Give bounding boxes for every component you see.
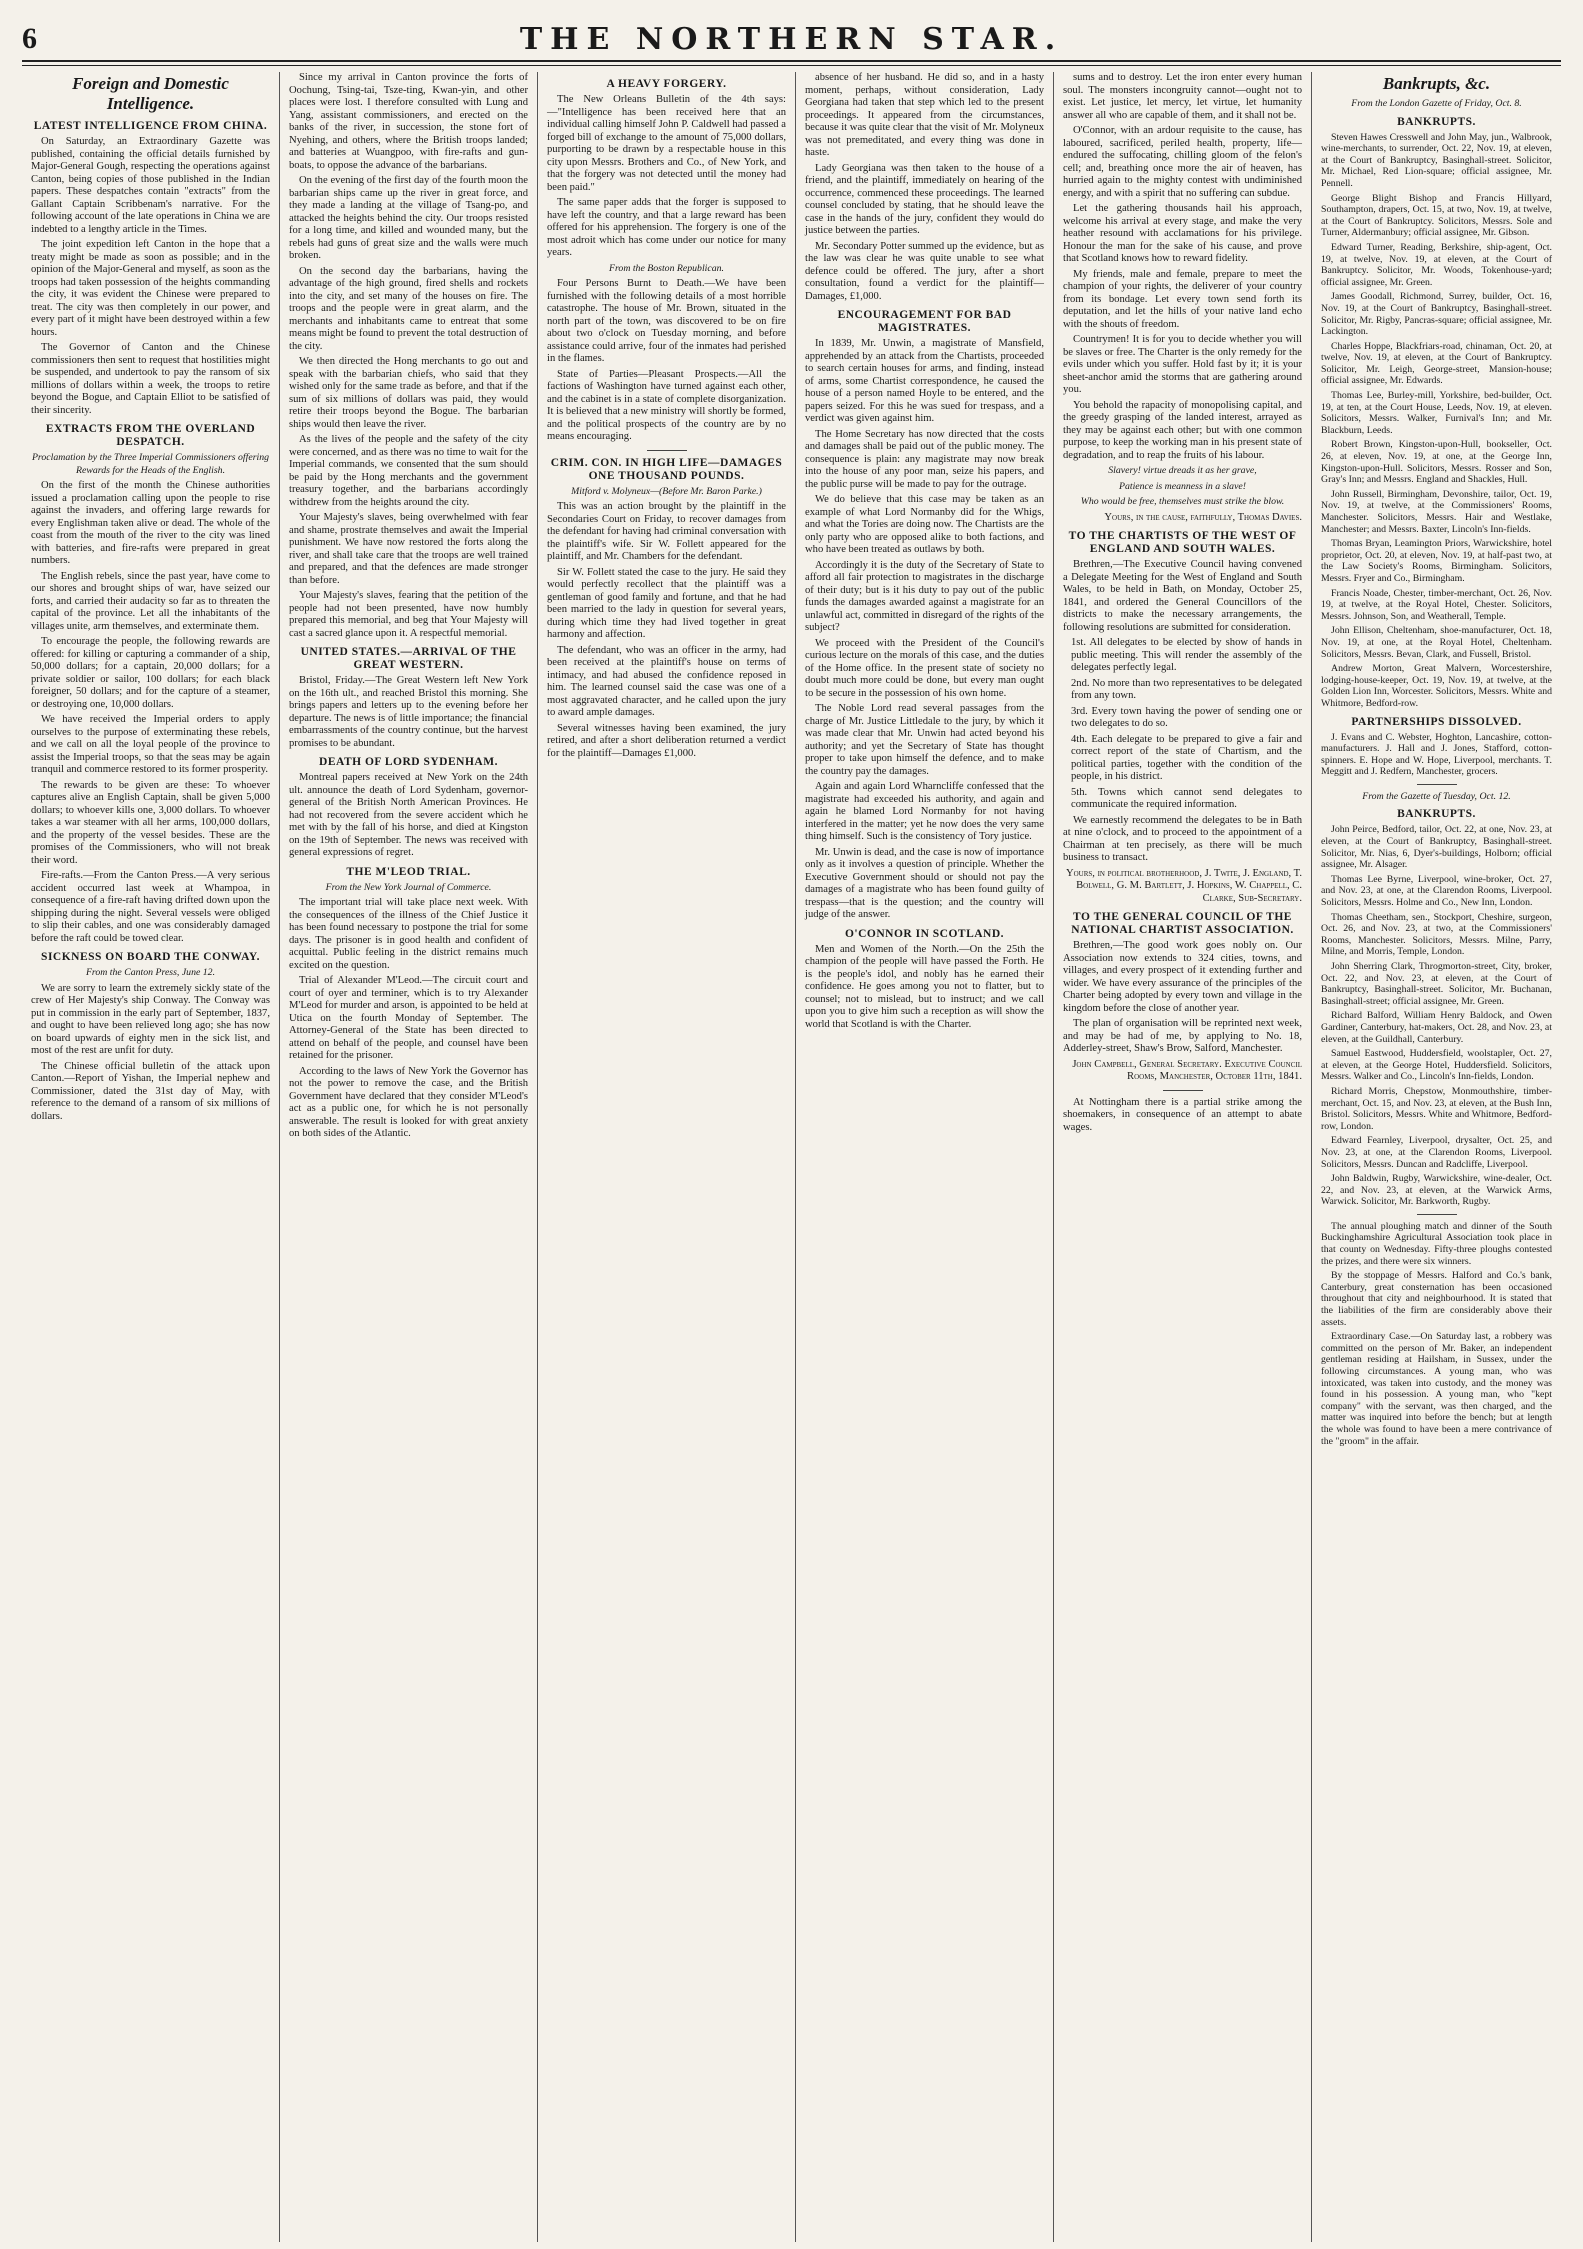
paragraph: The same paper adds that the forger is supposed to have left the country, and that a large reward has been offered for his apprehension. The forgery is one of the most adroit which has come under our notice for many years. xyxy=(547,197,786,258)
paragraph: Mr. Secondary Potter summed up the evidence, but as the law was clear he was quite unable to see what defence could be offered. The jury, after a short consultation, found a verdict for the plaintiff—Damages, £1,000. xyxy=(805,240,1044,302)
paragraph: This was an action brought by the plaintiff in the Secondaries Court on Friday, to recover damages from the defendant for having had criminal conversation with the plaintiff's wife. Sir W. Follett appeared for the plaintiff, and Mr. Chambers for the defendant. xyxy=(547,501,786,562)
newspaper-title: THE NORTHERN STAR. xyxy=(519,22,1064,57)
bankrupt-entry: Francis Noade, Chester, timber-merchant, Oct. 26, Nov. 19, at twelve, at the Royal Hotel, Chester. Solicitors, Messrs. Johnson, Son, and Weatherall, Temple. xyxy=(1321,587,1552,622)
bankrupt-entry: Thomas Bryan, Leamington Priors, Warwickshire, hotel proprietor, Oct. 20, at eleven, Nov. 19, at half-past two, at the Law Society's Rooms, Birmingham. Solicitors, Messrs. Fryer and Co., Birmingham. xyxy=(1321,538,1552,584)
section-title: Foreign and Domestic Intelligence. xyxy=(72,74,229,113)
bankrupt-entry: John Ellison, Cheltenham, shoe-manufacturer, Oct. 18, Nov. 19, at one, at the Royal Hotel, Cheltenham. Solicitors, Messrs. Bevan, Clark, and Fussell, Bristol. xyxy=(1321,625,1552,660)
article-headline: O'CONNOR IN SCOTLAND. xyxy=(844,927,1005,940)
paragraph: The Governor of Canton and the Chinese commissioners then sent to request that hostilities might be suspended, and undertook to pay the ransom of six millions of dollars within a week, the troops to retire beyond the Bogue, and Captain Elliot to be satisfied of their sincerity. xyxy=(31,342,270,416)
verse-line: Patience is meanness in a slave! xyxy=(1118,480,1247,492)
paragraph: Lady Georgiana was then taken to the house of a friend, and the plaintiff, immediately on hearing of the occurrence, commenced these proceedings. The learned counsel concluded by stating, that he should leave the case in the hands of the jury, confident they would do justice between the parties. xyxy=(805,162,1044,236)
partnership-entry: J. Evans and C. Webster, Hoghton, Lancashire, cotton-manufacturers. J. Hall and J. Jones, Stafford, cotton-spinners. E. Hope and W. Hope, Liverpool, merchants. T. Meggitt and J. Redfern, Manchester, grocers. xyxy=(1321,731,1552,778)
column-4 xyxy=(796,72,1054,2242)
paragraph: Again and again Lord Wharncliffe confessed that the magistrate had exceeded his authority, and again and again he blamed Lord Normanby for not having interfered in the matter; yet he now does the very same thing himself. Such is the consistency of Tory justice. xyxy=(805,781,1044,842)
columns xyxy=(22,72,1561,2242)
list-item: 3rd. Every town having the power of sending one or two delegates to do so. xyxy=(1071,705,1302,729)
bankrupt-entry: John Peirce, Bedford, tailor, Oct. 22, at one, Nov. 23, at eleven, at the Court of Bankruptcy, Basinghall-street. Solicitor, Mr. Nias, 6, Dyer's-buildings, Holborn; official assignee, Mr. Alsager. xyxy=(1321,824,1552,871)
column-1 xyxy=(22,72,280,2242)
article-headline: TO THE CHARTISTS OF THE WEST OF ENGLAND AND SOUTH WALES. xyxy=(1068,530,1297,555)
paragraph: Brethren,—The good work goes nobly on. Our Association now extends to 324 cities, towns, and villages, and every prospect of it extending further and wider. We have every assurance of the principles of the Charter being adopted by every town and village in the kingdom before the close of another year. xyxy=(1063,940,1302,1014)
bankrupt-entry: George Blight Bishop and Francis Hillyard, Southampton, drapers, Oct. 15, at two, Nov. 19, at twelve, at the Court of Bankruptcy. Solicitors, Messrs. Sole and Turner, Aldermanbury; official assignee, Mr. Gibson. xyxy=(1321,192,1552,239)
article-subhead: From the New York Journal of Commerce. xyxy=(325,881,492,893)
bankrupt-entry: Steven Hawes Cresswell and John May, jun., Walbrook, wine-merchants, to surrender, Oct. 22, Nov. 19, at eleven, at the Court of Bankruptcy, Basinghall-street. Solicitor, Mr. Michael, Red Lion-square; official assignee, Mr. Pennell. xyxy=(1321,131,1552,189)
paragraph: We then directed the Hong merchants to go out and speak with the barbarian chiefs, who said that they wished only for the same trade as before, and that if the sum of six millions of dollars was paid, they would retire their troops beyond the Bogue. The barbarian ships would then leave the river. xyxy=(289,356,528,430)
paragraph: To encourage the people, the following rewards are offered: for killing or capturing a commander of a ship, 50,000 dollars; for a captain, 20,000 dollars; for a private soldier or sailor, 100 dollars; for each black foreigner, 50 dollars; and for the capture of a steamer, or destroying one, 10,000 dollars. xyxy=(31,636,270,710)
article-headline: A HEAVY FORGERY. xyxy=(606,78,727,90)
list-headline: PARTNERSHIPS DISSOLVED. xyxy=(1351,715,1522,728)
signature: John Campbell, General Secretary. Executive Council Rooms, Manchester, October 11th, 1841. xyxy=(1072,1058,1302,1082)
divider xyxy=(1417,784,1457,785)
divider xyxy=(1417,1214,1457,1215)
article-headline: SICKNESS ON BOARD THE CONWAY. xyxy=(41,951,260,963)
article-subhead: Proclamation by the Three Imperial Commissioners offering Rewards for the Heads of the English. xyxy=(31,452,270,476)
list-item: 4th. Each delegate to be prepared to give a fair and correct report of the state of Chartism, and the political parties, together with the condition of the people, in his district. xyxy=(1071,733,1302,782)
paragraph: We are sorry to learn the extremely sickly state of the crew of Her Majesty's ship Conway. The Conway was put in commission in the early part of September, 1837, and ought to have been relieved long ago; she has now on board upwards of eighty men in the sick list, and most of the rest are unfit for duty. xyxy=(31,982,270,1056)
paragraph: Several witnesses having been examined, the jury retired, and after a short deliberation returned a verdict for the plaintiff—Damages £1,000. xyxy=(547,722,786,759)
article-subhead: From the Canton Press, June 12. xyxy=(85,967,216,978)
bankrupt-entry: Richard Balford, William Henry Baldock, and Owen Gardiner, Canterbury, hat-makers, Oct. 28, and Nov. 23, at eleven, at the Guildhall, Canterbury. xyxy=(1321,1010,1552,1045)
article-headline: CRIM. CON. IN HIGH LIFE—DAMAGES ONE THOUSAND POUNDS. xyxy=(550,456,783,482)
signature: Yours, in the cause, faithfully, Thomas Davies. xyxy=(1104,511,1302,523)
paragraph: On the second day the barbarians, having the advantage of the high ground, fired shells and rockets into the city, and set many of the houses on fire. The troops and the people were in great alarm, and the merchants and inhabitants came to entreat that some means might be found to prevent the total destruction of the city. xyxy=(289,265,528,352)
paragraph: You behold the rapacity of monopolising capital, and the greedy grasping of the landed interest, arrayed as they may be against each other; but with one common purpose, to keep the working man in his present state of degradation, and to reap the fruits of his labour. xyxy=(1063,399,1302,461)
article-headline: ENCOURAGEMENT FOR BAD MAGISTRATES. xyxy=(837,309,1012,334)
article-headline: LATEST INTELLIGENCE FROM CHINA. xyxy=(33,120,268,132)
paragraph: The New Orleans Bulletin of the 4th says:—"Intelligence has been received here that an individual calling himself John P. Caldwell had passed a forged bill of exchange to the amount of 75,000 dollars, purporting to be drawn by a respectable house in this city upon Messrs. Brothers and Co., of New York, and that the forgery was not detected until the money had been paid." xyxy=(547,94,786,193)
paragraph: On the first of the month the Chinese authorities issued a proclamation calling upon the people to rise against the invaders, and offering large rewards for every Englishman taken alive or dead. The whole of the coast from the mouth of the river to the city was lined with batteries, and fire-rafts were prepared in great numbers. xyxy=(31,480,270,566)
list-item: 2nd. No more than two representatives to be delegated from any town. xyxy=(1071,677,1302,701)
bankrupt-entry: John Sherring Clark, Throgmorton-street, City, broker, Oct. 22, and Nov. 23, at eleven, at the Court of Bankruptcy, Basinghall-street. Solicitor, Mr. Buchanan, Basinghall-street; official assignee, Mr. Green. xyxy=(1321,961,1552,1007)
bankrupt-entry: Thomas Lee, Burley-mill, Yorkshire, bed-builder, Oct. 19, at ten, at the Court House, Leeds, Nov. 19, at eleven. Solicitors, Messrs. Walker, Furnival's Inn; and Mr. Blackburn, Leeds. xyxy=(1321,390,1552,436)
bankrupt-entry: John Baldwin, Rugby, Warwickshire, wine-dealer, Oct. 22, and Nov. 23, at eleven, at the Warwick Arms, Warwick. Solicitor, Mr. Barkworth, Rugby. xyxy=(1321,1173,1552,1208)
paragraph: Fire-rafts.—From the Canton Press.—A very serious accident occurred last week at Whampoa, in consequence of a fire-raft having drifted down upon the shipping during the night. Several vessels were obliged to slip their cables, and one was considerably damaged before the raft could be towed clear. xyxy=(31,870,270,944)
paragraph: Accordingly it is the duty of the Secretary of State to afford all fair protection to magistrates in the discharge of their duty; but is it his duty to pay out of the public funds the damages awarded against a magistrate for an unlawful act, committed in disregard of the rights of the subject? xyxy=(805,559,1044,633)
paragraph: Montreal papers received at New York on the 24th ult. announce the death of Lord Sydenham, governor-general of the British North American Provinces. He had not recovered from the severe accident which he met with by the fall of his horse, and died at Kingston on the 19th of September. The news was received with general expressions of regret. xyxy=(289,772,528,858)
paragraph: The English rebels, since the past year, have come to our shores and brought ships of war, have seized our forts, and carried their audacity so far as to threaten the capital of the province. Let all the inhabitants of the villages unite, arm themselves, and exterminate them. xyxy=(31,570,270,632)
paragraph: The Home Secretary has now directed that the costs and damages shall be paid out of the public money. The consequence is plain: any magistrate may now break into the house of any poor man, seize his papers, and the public purse will be made to pay for the outrage. xyxy=(805,428,1044,490)
verse-line: Slavery! virtue dreads it as her grave, xyxy=(1108,465,1257,476)
paragraph: On the evening of the first day of the fourth moon the barbarian ships came up the river in great force, and they made a landing at the village of Tsang-po, and attacked the heights behind the city. Our troops resisted for a long time, and killed and wounded many, but the rebels had guns of great size and the walls were much broken. xyxy=(289,175,528,261)
bankrupt-entry: Thomas Lee Byrne, Liverpool, wine-broker, Oct. 27, and Nov. 23, at one, at the Clarendon Rooms, Liverpool. Solicitors, Messrs. Holme and Co., New Inn, London. xyxy=(1321,873,1552,909)
article-headline: DEATH OF LORD SYDENHAM. xyxy=(319,756,498,768)
article-headline: UNITED STATES.—ARRIVAL OF THE GREAT WESTERN. xyxy=(300,646,517,671)
resolution-list xyxy=(1063,637,1302,812)
paragraph: Men and Women of the North.—On the 25th the champion of the people will have passed the Forth. He is the people's idol, and nobly has he earned their confidence. He goes among you not to flatter, but to counsel; not to mislead, but to instruct; and we call upon you to give him such a reception as will show the world that Scotland is with the Charter. xyxy=(805,943,1044,1030)
list-item: 5th. Towns which cannot send delegates to communicate the required information. xyxy=(1071,786,1302,810)
paragraph: By the stoppage of Messrs. Halford and Co.'s bank, Canterbury, great consternation has been occasioned throughout that city and neighbourhood. It is stated that the liabilities of the firm are considerably above their assets. xyxy=(1321,1270,1552,1328)
paragraph: Countrymen! It is for you to decide whether you will be slaves or free. The Charter is the only remedy for the evils under which you suffer. Hold fast by it; it is your sheet-anchor amid the storms that are gathering around you. xyxy=(1063,334,1302,395)
signature: Yours, in political brotherhood, J. Twite, J. England, T. Bolwell, G. M. Bartlett, J. Hopkins, W. Chappell, C. Clarke, Sub-Secretary. xyxy=(1065,867,1302,904)
bankrupt-entry: Charles Hoppe, Blackfriars-road, chinaman, Oct. 20, at twelve, Nov. 19, at eleven, at the Court of Bankruptcy. Solicitor, Mr. Leigh, George-street, Mansion-house; official assignee, Mr. Edwards. xyxy=(1321,340,1552,387)
bankrupt-entry: Edward Fearnley, Liverpool, drysalter, Oct. 25, and Nov. 23, at one, at the Clarendon Rooms, Liverpool. Solicitors, Messrs. Duncan and Radcliffe, Liverpool. xyxy=(1321,1135,1552,1170)
paragraph: We proceed with the President of the Council's curious lecture on the morals of this case, and the duties of the Home office. In the present state of society no doubt much more could be done, but every man ought to be secure in the possession of his own home. xyxy=(805,637,1044,699)
paragraph: Mr. Unwin is dead, and the case is now of importance only as it involves a question of principle. Whether the Executive Government should or should not pay the damages of a magistrate who has been found guilty of trespass—that is the question; and the country will judge of the answer. xyxy=(805,846,1044,920)
bankrupt-entry: John Russell, Birmingham, Devonshire, tailor, Oct. 19, Nov. 19, at twelve, at the Commissioners' Rooms, Manchester. Solicitors, Messrs. Hair and Westlake, Manchester; and Messrs. Baxter, Lincoln's Inn-fields. xyxy=(1321,488,1552,535)
paragraph: Brethren,—The Executive Council having convened a Delegate Meeting for the West of England and South Wales, to be held in Bath, on Monday, October 25, 1841, and ordered the General Councillors of the districts to make the necessary arrangements, the following resolutions are submitted for consideration. xyxy=(1063,559,1302,633)
paragraph: The plan of organisation will be reprinted next week, and may be had of me, by applying to No. 18, Adderley-street, Shaw's Brow, Salford, Manchester. xyxy=(1063,1018,1302,1054)
column-6 xyxy=(1312,72,1561,2242)
article-headline: EXTRACTS FROM THE OVERLAND DESPATCH. xyxy=(45,423,256,448)
article-headline: TO THE GENERAL COUNCIL OF THE NATIONAL CHARTIST ASSOCIATION. xyxy=(1071,911,1294,936)
bankrupt-entry: Thomas Cheetham, sen., Stockport, Cheshire, surgeon, Oct. 26, and Nov. 23, at two, at the Commissioners' Rooms, Manchester. Solicitors, Messrs. Milne, Parry, Milne, and Morris, Temple, London. xyxy=(1321,911,1552,958)
paragraph: State of Parties—Pleasant Prospects.—All the factions of Washington have turned against each other, and the cabinet is in a state of complete disorganization. It is believed that a new ministry will shortly be formed, and the political prospects of the country are by no means encouraging. xyxy=(547,368,786,442)
section-title: Bankrupts, &c. xyxy=(1382,74,1491,93)
paragraph: sums and to destroy. Let the iron enter every human soul. The monsters incongruity cannot—ought not to exist. Let justice, let mercy, let virtue, let humanity answer all who are capable of them, and it shall not be. xyxy=(1063,72,1302,121)
paragraph: At Nottingham there is a partial strike among the shoemakers, in consequence of an attempt to abate wages. xyxy=(1063,1096,1302,1133)
list-headline: BANKRUPTS. xyxy=(1397,808,1476,821)
divider xyxy=(1163,1090,1203,1091)
paragraph: As the lives of the people and the safety of the city were concerned, and as there was no time to wait for the Imperial commands, we consented that the sum should be paid by the Hong merchants and the government treasury together, and the barbarians accordingly withdrew from the heights around the city. xyxy=(289,434,528,508)
paragraph: The Chinese official bulletin of the attack upon Canton.—Report of Yishan, the Imperial nephew and Commissioner, dated the 31st day of May, with reference to the demand of a ransom of six millions of dollars. xyxy=(31,1060,270,1122)
article-subhead: From the Boston Republican. xyxy=(608,262,724,274)
paragraph: The Noble Lord read several passages from the charge of Mr. Justice Littledale to the jury, by which it was made clear that Mr. Unwin had acted beyond his authority; and yet the Secretary of State has thought proper to take upon himself the defence, and to make the country pay the damages. xyxy=(805,703,1044,777)
paragraph: Four Persons Burnt to Death.—We have been furnished with the following details of a most horrible catastrophe. The house of Mr. Brown, situated in the north part of the town, was discovered to be on fire about two o'clock on Tuesday morning, and before assistance could arrive, four of the inmates had perished in the flames. xyxy=(547,278,786,364)
paragraph: Sir W. Follett stated the case to the jury. He said they would perfectly recollect that the plaintiff was a gentleman of good family and fortune, and that he had been married to the lady in question for several years, during which time they had lived together in great harmony and affection. xyxy=(547,566,786,640)
masthead xyxy=(22,14,1561,62)
paragraph: We do believe that this case may be taken as an example of what Lord Normanby did for the Whigs, and what the Tories are doing now. The Chartists are the only party who are opposed alike to both factions, and who have been treated as outlaws by both. xyxy=(805,494,1044,555)
paragraph: The defendant, who was an officer in the army, had been received at the plaintiff's house on terms of intimacy, and had abused the confidence reposed in him. The learned counsel said the case was one of a most aggravated character, and he called upon the jury to award ample damages. xyxy=(547,644,786,718)
paragraph: My friends, male and female, prepare to meet the champion of your rights, the deliverer of your country from its bondage. Let every town send forth its deputation, and let the hills of your native land echo with the shouts of freedom. xyxy=(1063,268,1302,330)
page-number: 6 xyxy=(22,22,37,55)
article-headline: THE M'LEOD TRIAL. xyxy=(346,865,471,878)
column-3 xyxy=(538,72,796,2242)
bankrupt-entry: James Goodall, Richmond, Surrey, builder, Oct. 16, Nov. 19, at the Court of Bankruptcy, Basinghall-street. Solicitor, Mr. Rigby, Pancras-square; official assignee, Mr. Lackington. xyxy=(1321,291,1552,338)
paragraph: absence of her husband. He did so, and in a hasty moment, perhaps, without consideration, Lady Georgiana had taken that step which led to the present proceedings. It appeared from the circumstances, because it was quite clear that the visit of Mr. Molyneux was not premeditated, and every thing was done in haste. xyxy=(805,72,1044,158)
gazette-source: From the Gazette of Tuesday, Oct. 12. xyxy=(1362,790,1511,802)
bankrupt-entry: Samuel Eastwood, Huddersfield, woolstapler, Oct. 27, at eleven, at the George Hotel, Huddersfield. Solicitors, Messrs. Walker and Co., Lincoln's Inn-fields, London. xyxy=(1321,1048,1552,1083)
paragraph: O'Connor, with an ardour requisite to the cause, has laboured, sacrificed, periled health, property, life—endured the suffocating, chilling gloom of the felon's cell; and, breathing once more the air of heaven, has hurried again to the mighty contest with undiminished energy, and with a spirit that no suffering can subdue. xyxy=(1063,125,1302,199)
paragraph: According to the laws of New York the Governor has not the power to remove the case, and the British Government have declared that they consider M'Leod's act as a public one, for which he is not personally answerable. The result is looked for with great anxiety on both sides of the Atlantic. xyxy=(289,1065,528,1139)
paragraph: The important trial will take place next week. With the consequences of the illness of the Chief Justice it has been found necessary to postpone the trial for some days. The prisoner is in good health and confident of acquittal. Public feeling in the district remains much excited on the question. xyxy=(289,897,528,971)
list-headline: BANKRUPTS. xyxy=(1397,115,1476,128)
bankrupt-entry: Edward Turner, Reading, Berkshire, ship-agent, Oct. 19, at twelve, Nov. 19, at eleven, at the Court of Bankruptcy. Solicitor, Mr. Woods, Tokenhouse-yard; official assignee, Mr. Green. xyxy=(1321,241,1552,288)
paragraph: Your Majesty's slaves, being overwhelmed with fear and shame, prostrate themselves and await the Imperial punishment. We have now restored the forts along the river, and shall take care that the troops are well trained and prepared, and that the defences are made stronger than before. xyxy=(289,512,528,586)
paragraph: In 1839, Mr. Unwin, a magistrate of Mansfield, apprehended by an attack from the Chartists, proceeded to search certain houses for arms, and finding, instead of arms, some Chartist correspondence, he caused the house of a person named Hoyle to be entered, and the papers seized. For this he was sued for trespass, and a verdict was given against him. xyxy=(805,338,1044,424)
paragraph: The rewards to be given are these: To whoever captures alive an English Captain, shall be given 5,000 dollars; to whoever kills one, 3,000 dollars. To whoever takes a war steamer with all her arms, 100,000 dollars, and the property of the vessel besides. These are the promises of the Commissioners, who will not break their word. xyxy=(31,779,270,866)
column-2 xyxy=(280,72,538,2242)
paragraph: We have received the Imperial orders to apply ourselves to the purpose of exterminating these rebels, and we call on all the loyal people of the province to assist the Imperial troops, so that the seas may be again tranquil and commerce restored to its former prosperity. xyxy=(31,714,270,775)
article-subhead: Mitford v. Molyneux—(Before Mr. Baron Parke.) xyxy=(571,485,762,497)
bankrupt-entry: Robert Brown, Kingston-upon-Hull, bookseller, Oct. 26, at eleven, Nov. 19, at one, at the George Inn, Kingston-upon-Hull. Solicitors, Messrs. Rosser and Son, Gray's Inn; and Messrs. England and Shackles, Hull. xyxy=(1321,439,1552,486)
paragraph: The joint expedition left Canton in the hope that a treaty might be made as soon as possible; and in the opinion of the Major-General and myself, as soon as the troops had taken possession of the heights commanding the city, it was evident the Chinese were prepared to treat. The city was then completely in our power, and every part of it might have been destroyed within a few hours. xyxy=(31,239,270,338)
divider xyxy=(647,450,687,451)
list-item: 1st. All delegates to be elected by show of hands in public meeting. This will render the assembly of the delegates perfectly legal. xyxy=(1071,637,1302,673)
gazette-source: From the London Gazette of Friday, Oct. 8. xyxy=(1351,98,1522,109)
bankrupt-entry: Richard Morris, Chepstow, Monmouthshire, timber-merchant, Oct. 15, and Nov. 23, at eleven, at the Bush Inn, Bristol. Solicitors, Messrs. White and Whitmore, Bedford-row, London. xyxy=(1321,1085,1552,1132)
bankrupt-entry: Andrew Morton, Great Malvern, Worcestershire, lodging-house-keeper, Oct. 19, Nov. 19, at twelve, at the Golden Lion Inn, Worcester. Solicitors, Messrs. White and Whitmore, Bedford-row. xyxy=(1321,663,1552,709)
paragraph: Since my arrival in Canton province the forts of Oochung, Tsing-tai, Tsze-ting, Kwan-yin, and other places were lost. I therefore consulted with Lung and Yang, assistant commissioners, and erected on the banks of the river, in succession, the stone fort of Nyehing, and others, where the British troops landed; and batteries at Wuangpoo, with fire-rafts and gun-boats, to oppose the advance of the barbarians. xyxy=(289,72,528,171)
verse-line: Who would be free, themselves must strike the blow. xyxy=(1080,496,1285,507)
paragraph: Your Majesty's slaves, fearing that the petition of the people had not been presented, have now humbly prepared this memorial, and beg that Your Majesty will cast a sacred glance upon it. A respectful memorial. xyxy=(289,590,528,639)
paragraph: The annual ploughing match and dinner of the South Buckinghamshire Agricultural Association took place in that county on Wednesday. Fifty-three ploughs contested the prizes, and there were six winners. xyxy=(1321,1220,1552,1267)
paragraph: Extraordinary Case.—On Saturday last, a robbery was committed on the person of Mr. Baker, an independent gentleman residing at Hailsham, in Sussex, under the following circumstances. A young man, who was intoxicated, was taken into custody, and the money was found in his possession. A young man, who "kept company" with the servant, was then charged, and the matter was inquired into before the bench; but at length the whole was found to have been a mere contrivance of the "groom" in the affair. xyxy=(1321,1331,1552,1447)
paragraph: Trial of Alexander M'Leod.—The circuit court and court of oyer and terminer, which is to try Alexander M'Leod for murder and arson, is appointed to be held at Utica on the fourth Monday of September. The Attorney-General of the State has been directed to attend on behalf of the people, and counsel have been retained for the prisoner. xyxy=(289,975,528,1061)
column-5 xyxy=(1054,72,1312,2242)
paragraph: We earnestly recommend the delegates to be in Bath at nine o'clock, and to proceed to the appointment of a Chairman at ten precisely, as there will be much business to transact. xyxy=(1063,814,1302,863)
masthead-rule xyxy=(22,62,1561,66)
paragraph: Bristol, Friday.—The Great Western left New York on the 16th ult., and reached Bristol this morning. She brings papers and letters up to the evening before her departure. The news is of little importance; the financial embarrassments of the country continue, but the harvest promises to be abundant. xyxy=(289,675,528,749)
paragraph: On Saturday, an Extraordinary Gazette was published, containing the official details furnished by Major-General Gough, respecting the operations against Canton, being copies of those published in the Indian papers. These despatches contain "extracts" from the Gallant Captain Scribbenam's narrative. For the following account of the late operations in China we are indebted to a lengthy article in the Times. xyxy=(31,136,270,235)
paragraph: Let the gathering thousands hail his approach, welcome his arrival at every stage, and make the very heather resound with acclamations for his privilege. Honour the man for the sake of his cause, and prove that Scotland knows how to reward fidelity. xyxy=(1063,203,1302,264)
